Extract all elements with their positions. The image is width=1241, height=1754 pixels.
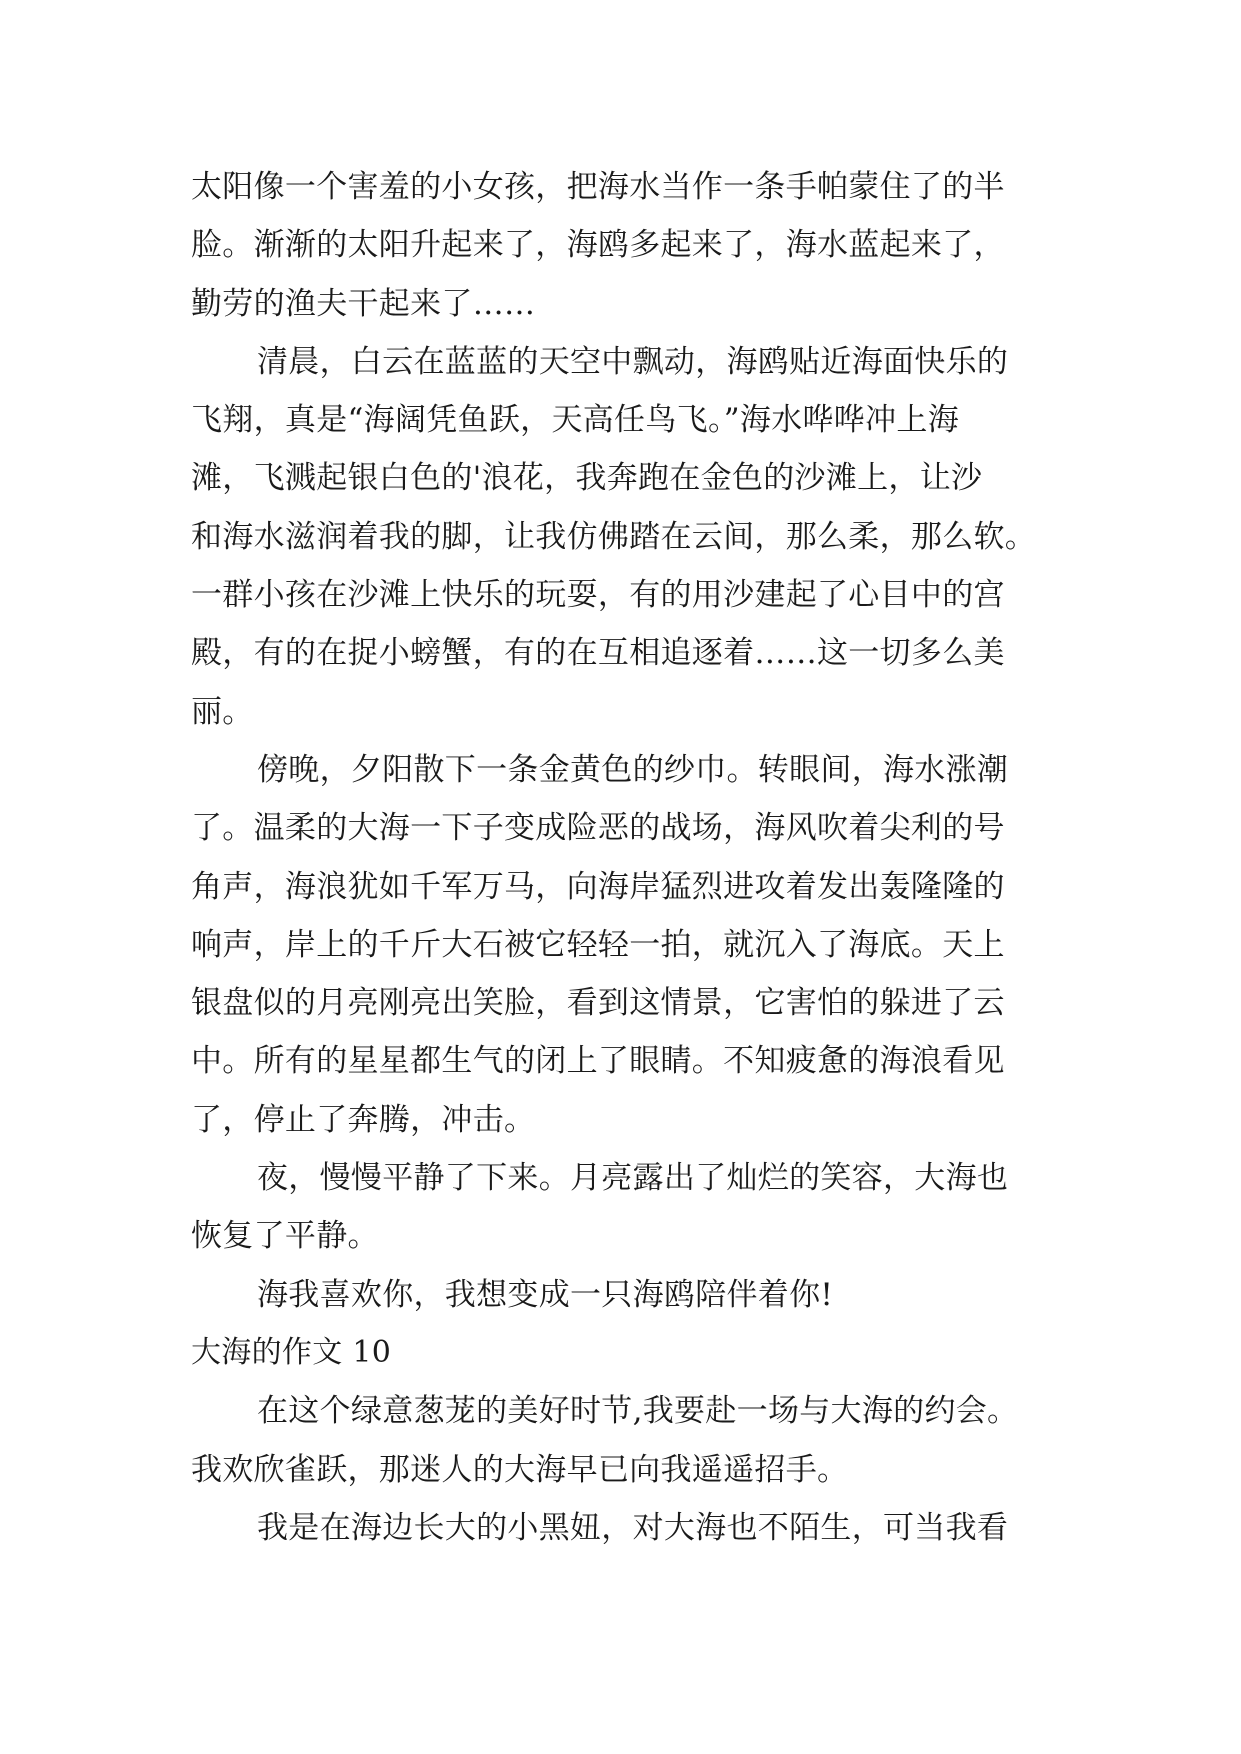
text-line: 恢复了平静。 <box>191 1218 379 1255</box>
text-line: 一群小孩在沙滩上快乐的玩耍，有的用沙建起了心目中的宫 <box>191 577 1005 614</box>
document-page <box>191 158 1061 1557</box>
paragraph-start-line: 在这个绿意葱茏的美好时节,我要赴一场与大海的约会。 <box>257 1393 1019 1430</box>
text-line: 了，停止了奔腾，冲击。 <box>191 1101 536 1138</box>
text-line: 响声，岸上的千斤大石被它轻轻一拍，就沉入了海底。天上 <box>191 926 1005 963</box>
text-line: 脸。渐渐的太阳升起来了，海鸥多起来了，海水蓝起来了， <box>191 227 1005 264</box>
text-line: 银盘似的月亮刚亮出笑脸，看到这情景，它害怕的躲进了云 <box>191 985 1005 1022</box>
text-line: 殿，有的在捉小螃蟹，有的在互相追逐着……这一切多么美 <box>191 635 1005 672</box>
paragraph-start-line: 傍晚，夕阳散下一条金黄色的纱巾。转眼间，海水涨潮 <box>257 751 1009 788</box>
paragraph-start-line: 我是在海边长大的小黑妞，对大海也不陌生，可当我看 <box>257 1509 1009 1546</box>
text-line: 滩，飞溅起银白色的'浪花，我奔跑在金色的沙滩上，让沙 <box>191 460 983 497</box>
text-line: 飞翔，真是“海阔凭鱼跃，天高任鸟飞。”海水哗哗冲上海 <box>191 402 959 439</box>
paragraph-start-line: 夜，慢慢平静了下来。月亮露出了灿烂的笑容，大海也 <box>257 1160 1009 1197</box>
text-line: 勤劳的渔夫干起来了…… <box>191 285 536 322</box>
text-line: 太阳像一个害羞的小女孩，把海水当作一条手帕蒙住了的半 <box>191 169 1005 205</box>
text-line: 角声，海浪犹如千军万马，向海岸猛烈进攻着发出轰隆隆的 <box>191 868 1005 905</box>
paragraph-start-line: 清晨，白云在蓝蓝的天空中飘动，海鸥贴近海面快乐的 <box>257 343 1009 380</box>
paragraph-start-line: 海我喜欢你，我想变成一只海鸥陪伴着你! <box>257 1276 834 1313</box>
text-line: 丽。 <box>191 693 254 730</box>
text-line: 我欢欣雀跃，那迷人的大海早已向我遥遥招手。 <box>191 1451 849 1488</box>
text-line: 了。温柔的大海一下子变成险恶的战场，海风吹着尖利的号 <box>191 810 1005 847</box>
text-line: 中。所有的星星都生气的闭上了眼睛。不知疲惫的海浪看见 <box>191 1043 1005 1080</box>
text-line: 和海水滋润着我的脚，让我仿佛踏在云间，那么柔，那么软。 <box>191 518 1037 555</box>
section-heading: 大海的作文 10 <box>191 1334 392 1370</box>
